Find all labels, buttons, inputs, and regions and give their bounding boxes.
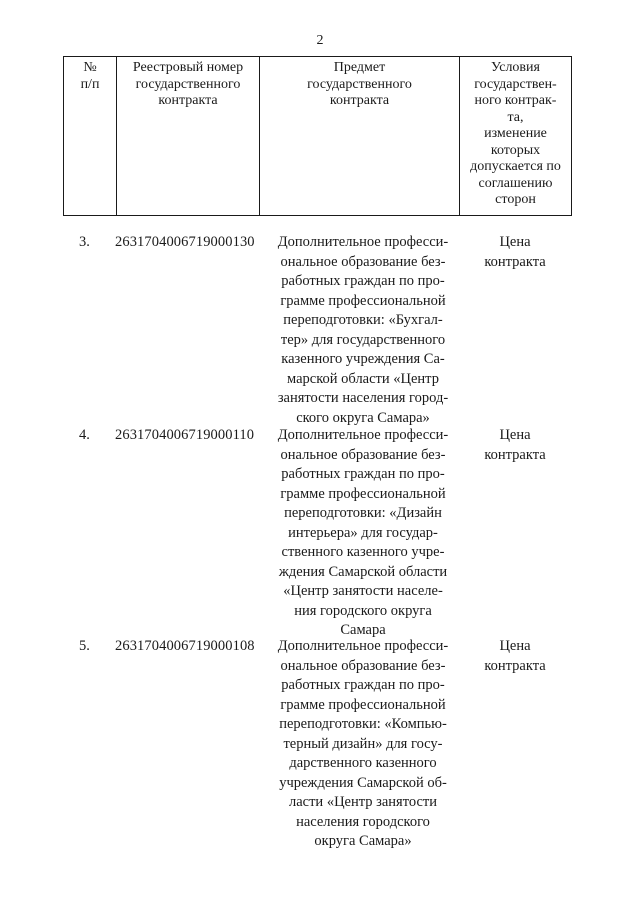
change-condition: Цена контракта [484,427,546,463]
registry-number: 2631704006719000108 [115,638,255,654]
column-header-conditions: Условия государствен- ного контрак- та, изменение которых допускается по соглашению сторон [460,57,572,216]
change-condition: Цена контракта [484,234,546,270]
row-number: 3. [79,234,90,250]
row-number: 5. [79,638,90,654]
contract-subject: Дополнительное професси- ональное образование без- работных граждан по про- грамме профессиональной переподготовки: «Дизайн интерьера» для государ- ственного казенного учре- ждения Самарской области «Центр занятости населе- ния городского округа Самара [277,427,449,638]
column-header-number: № п/п [64,57,117,216]
contract-subject: Дополнительное професси- ональное образование без- работных граждан по про- грамме профессиональной переподготовки: «Бухгал- тер» для государственного казенного учреждения Са- марской области «Центр занятости населения город- ского округа Самара» [277,234,449,426]
table-header [63,56,572,216]
column-header-registry-number: Реестровый номер государственного контракта [117,57,260,216]
page-number: 2 [316,33,324,48]
registry-number: 2631704006719000130 [115,234,255,250]
row-number: 4. [79,427,90,443]
change-condition: Цена контракта [484,638,546,674]
contract-subject: Дополнительное професси- ональное образование без- работных граждан по про- грамме профессиональной переподготовки: «Компью- терный дизайн» для госу- дарственного казенного учреждения Самарской об- ласти «Центр занятости населения городского округа Самара» [277,638,449,849]
registry-number: 2631704006719000110 [115,427,255,443]
column-header-subject: Предмет государственного контракта [260,57,460,216]
